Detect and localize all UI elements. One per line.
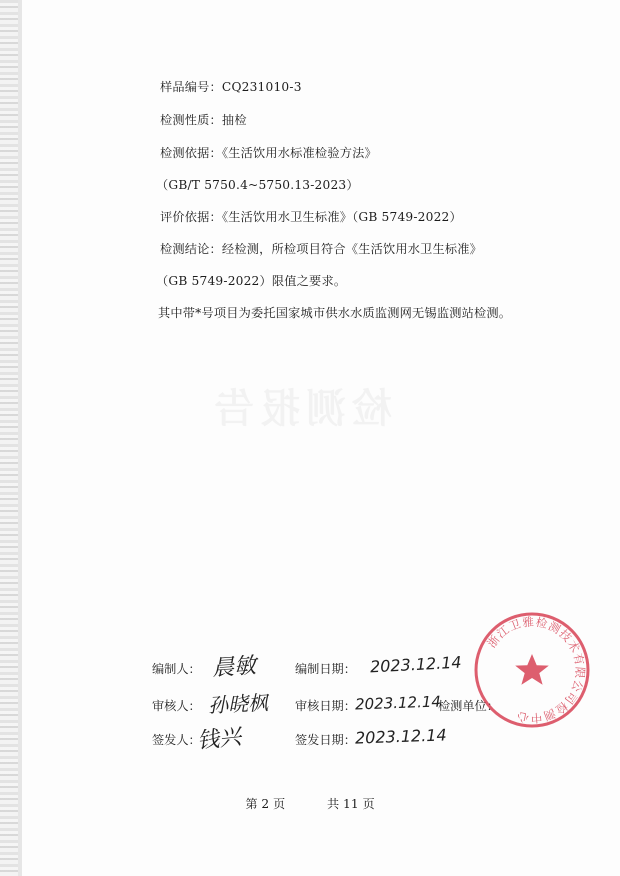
company-seal-stamp (472, 610, 592, 730)
inspection-nature: 检测性质：抽检 (160, 113, 247, 127)
compiler-signature: 晨敏 (211, 653, 257, 682)
page-total: 共 11 页 (327, 797, 375, 811)
compiler-label: 编制人： (152, 662, 201, 676)
testing-unit-label: 检测单位： (438, 699, 499, 713)
review-date-label: 审核日期： (295, 699, 356, 713)
reviewer-signature: 孙晓枫 (207, 690, 269, 718)
bleed-through-title (205, 377, 395, 421)
page-number: 第 2 页 (245, 797, 286, 811)
scan-edge-line (18, 0, 22, 876)
scan-edge-shadow (0, 0, 18, 876)
evaluation-basis: 评价依据：《生活饮用水卫生标准》（GB 5749-2022） (160, 210, 462, 224)
issuer-label: 签发人： (152, 733, 201, 747)
issue-date-label: 签发日期： (295, 733, 356, 747)
reviewer-label: 审核人： (152, 699, 201, 713)
sample-number: 样品编号：CQ231010-3 (160, 80, 302, 94)
issuer-signature: 钱兴 (196, 724, 243, 755)
compile-date-label: 编制日期： (295, 662, 356, 676)
issue-date: 2023.12.14 (354, 725, 447, 748)
inspection-basis: 检测依据：《生活饮用水标准检验方法》 (160, 146, 377, 160)
seal-text: 浙江卫雅检测技术有限公司检测中心 (484, 614, 588, 726)
inspection-conclusion: 检测结论：经检测，所检项目符合《生活饮用水卫生标准》 (160, 242, 483, 256)
review-date: 2023.12.14 (354, 692, 442, 714)
page-footer (0, 795, 620, 812)
entrusted-note: 其中带*号项目为委托国家城市供水水质监测网无锡监测站检测。 (158, 306, 512, 320)
inspection-conclusion-cont: （GB 5749-2022）限值之要求。 (156, 274, 347, 288)
compile-date: 2023.12.14 (369, 652, 463, 677)
inspection-basis-standard: （GB/T 5750.4~5750.13-2023） (156, 178, 359, 192)
seal-star-icon (515, 654, 549, 685)
